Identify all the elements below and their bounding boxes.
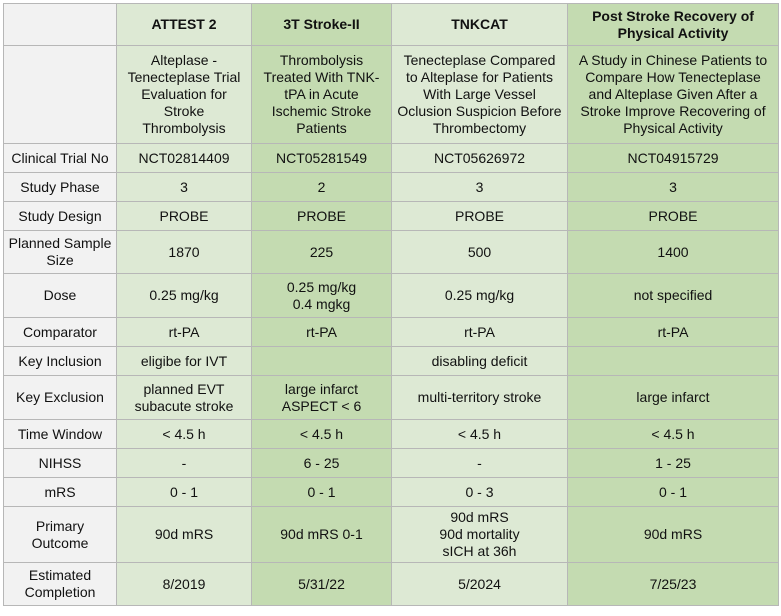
table-cell: rt-PA (392, 318, 568, 347)
table-cell: 1400 (568, 231, 779, 274)
table-cell: 500 (392, 231, 568, 274)
table-cell: multi-territory stroke (392, 376, 568, 420)
table-cell: 90d mRS (117, 507, 252, 563)
row-label (4, 46, 117, 144)
table-cell: disabling deficit (392, 347, 568, 376)
table-cell: 3 (568, 173, 779, 202)
table-cell: 1870 (117, 231, 252, 274)
table-cell: 1 - 25 (568, 449, 779, 478)
table-cell: 225 (252, 231, 392, 274)
row-label: Study Design (4, 202, 117, 231)
table-cell: - (392, 449, 568, 478)
table-cell: 0 - 1 (117, 478, 252, 507)
table-row-clinical-trial-no (4, 144, 779, 173)
table-row-study-phase (4, 173, 779, 202)
row-label: mRS (4, 478, 117, 507)
table-cell: large infarct (568, 376, 779, 420)
row-label: Key Inclusion (4, 347, 117, 376)
table-cell: 0.25 mg/kg 0.4 mgkg (252, 274, 392, 318)
table-row-key-inclusion (4, 347, 779, 376)
row-label: Planned Sample Size (4, 231, 117, 274)
table-cell: rt-PA (568, 318, 779, 347)
table-row-estimated-completion (4, 563, 779, 606)
table-cell: Alteplase - Tenecteplase Trial Evaluation for Stroke Thrombolysis (117, 46, 252, 144)
table-cell: eligibe for IVT (117, 347, 252, 376)
table-cell: NCT02814409 (117, 144, 252, 173)
table-cell: 3 (392, 173, 568, 202)
table-cell: 0.25 mg/kg (392, 274, 568, 318)
table-cell: < 4.5 h (392, 420, 568, 449)
table-cell: 0 - 1 (252, 478, 392, 507)
table-cell: 6 - 25 (252, 449, 392, 478)
row-label: Comparator (4, 318, 117, 347)
table-cell: 90d mRS (568, 507, 779, 563)
table-cell: 0.25 mg/kg (117, 274, 252, 318)
row-label: Dose (4, 274, 117, 318)
table-cell: PROBE (568, 202, 779, 231)
table-cell: 90d mRS 90d mortality sICH at 36h (392, 507, 568, 563)
table-cell (568, 347, 779, 376)
table-cell: A Study in Chinese Patients to Compare How Tenecteplase and Alteplase Given After a Stroke Improve Recovering of Physical Activity (568, 46, 779, 144)
table-cell: PROBE (117, 202, 252, 231)
table-cell: 5/2024 (392, 563, 568, 606)
table-cell: planned EVT subacute stroke (117, 376, 252, 420)
table-cell (252, 347, 392, 376)
table-row-study-design (4, 202, 779, 231)
table-cell: PROBE (252, 202, 392, 231)
table-cell: 7/25/23 (568, 563, 779, 606)
row-label: Study Phase (4, 173, 117, 202)
row-label: NIHSS (4, 449, 117, 478)
table-row-nihss (4, 449, 779, 478)
table-cell: rt-PA (252, 318, 392, 347)
table-cell: not specified (568, 274, 779, 318)
column-header-post-stroke-recovery: Post Stroke Recovery of Physical Activity (568, 4, 779, 46)
table-cell: 3 (117, 173, 252, 202)
column-header-attest2: ATTEST 2 (117, 4, 252, 46)
table-cell: rt-PA (117, 318, 252, 347)
corner-cell (4, 4, 117, 46)
table-cell: 5/31/22 (252, 563, 392, 606)
table-cell: - (117, 449, 252, 478)
table-cell: 90d mRS 0-1 (252, 507, 392, 563)
table-cell: 8/2019 (117, 563, 252, 606)
table-cell: NCT04915729 (568, 144, 779, 173)
table-cell: < 4.5 h (252, 420, 392, 449)
table-cell: NCT05281549 (252, 144, 392, 173)
column-header-tnkcat: TNKCAT (392, 4, 568, 46)
table-cell: 2 (252, 173, 392, 202)
table-cell: PROBE (392, 202, 568, 231)
table-cell: 0 - 1 (568, 478, 779, 507)
table-row-primary-outcome (4, 507, 779, 563)
table-row-full-title (4, 46, 779, 144)
table-cell: 0 - 3 (392, 478, 568, 507)
row-label: Time Window (4, 420, 117, 449)
row-label: Key Exclusion (4, 376, 117, 420)
row-label: Clinical Trial No (4, 144, 117, 173)
trial-comparison-table (3, 3, 779, 606)
table-row-key-exclusion (4, 376, 779, 420)
row-label: Primary Outcome (4, 507, 117, 563)
table-cell: < 4.5 h (117, 420, 252, 449)
table-row-planned-sample-size (4, 231, 779, 274)
table-cell: NCT05626972 (392, 144, 568, 173)
row-label: Estimated Completion (4, 563, 117, 606)
table-row-mrs (4, 478, 779, 507)
table-row-comparator (4, 318, 779, 347)
column-header-3t-stroke-ii: 3T Stroke-II (252, 4, 392, 46)
table-row-time-window (4, 420, 779, 449)
table-row-dose (4, 274, 779, 318)
table-cell: Tenecteplase Compared to Alteplase for Patients With Large Vessel Oclusion Suspicion Before Thrombectomy (392, 46, 568, 144)
table-cell: large infarct ASPECT < 6 (252, 376, 392, 420)
table-cell: < 4.5 h (568, 420, 779, 449)
table-cell: Thrombolysis Treated With TNK-tPA in Acute Ischemic Stroke Patients (252, 46, 392, 144)
